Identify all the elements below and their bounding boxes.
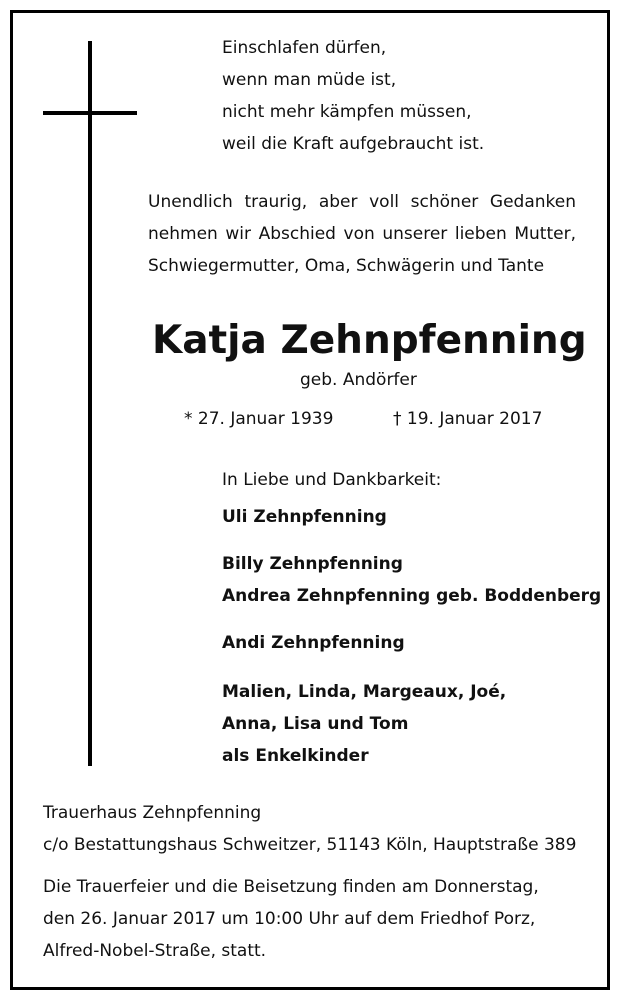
cross-icon-bar: [43, 111, 137, 115]
poem-line: nicht mehr kämpfen müssen,: [222, 102, 472, 122]
mourner-name: Billy Zehnpfenning: [222, 554, 403, 574]
intro-line: Schwiegermutter, Oma, Schwägerin und Tante: [148, 256, 545, 276]
mourner-name: Andrea Zehnpfenning geb. Boddenberg: [222, 586, 602, 606]
mourner-name: Anna, Lisa und Tom: [222, 714, 409, 734]
address-line: Trauerhaus Zehnpfenning: [43, 803, 262, 823]
mourner-name: Uli Zehnpfenning: [222, 507, 387, 527]
poem-line: wenn man müde ist,: [222, 70, 397, 90]
funeral-line: Die Trauerfeier und die Beisetzung finden am Donnerstag,: [43, 877, 539, 897]
mourner-name: Malien, Linda, Margeaux, Joé,: [222, 682, 507, 702]
intro-line: nehmen wir Abschied von unserer lieben Mutter,: [148, 224, 576, 244]
death-date: † 19. Januar 2017: [393, 409, 543, 429]
intro-line: Unendlich traurig, aber voll schöner Gedanken: [148, 192, 576, 212]
mourner-name: als Enkelkinder: [222, 746, 369, 766]
funeral-line: den 26. Januar 2017 um 10:00 Uhr auf dem Friedhof Porz,: [43, 909, 536, 929]
deceased-name: Katja Zehnpfenning: [152, 318, 587, 363]
poem-line: weil die Kraft aufgebraucht ist.: [222, 134, 485, 154]
mourners-heading: In Liebe und Dankbarkeit:: [222, 470, 442, 490]
address-line: c/o Bestattungshaus Schweitzer, 51143 Köln, Hauptstraße 389: [43, 835, 577, 855]
cross-icon: [88, 41, 92, 766]
funeral-line: Alfred-Nobel-Straße, statt.: [43, 941, 267, 961]
mourner-name: Andi Zehnpfenning: [222, 633, 405, 653]
birth-date: * 27. Januar 1939: [184, 409, 334, 429]
maiden-name: geb. Andörfer: [300, 370, 417, 390]
poem-line: Einschlafen dürfen,: [222, 38, 387, 58]
